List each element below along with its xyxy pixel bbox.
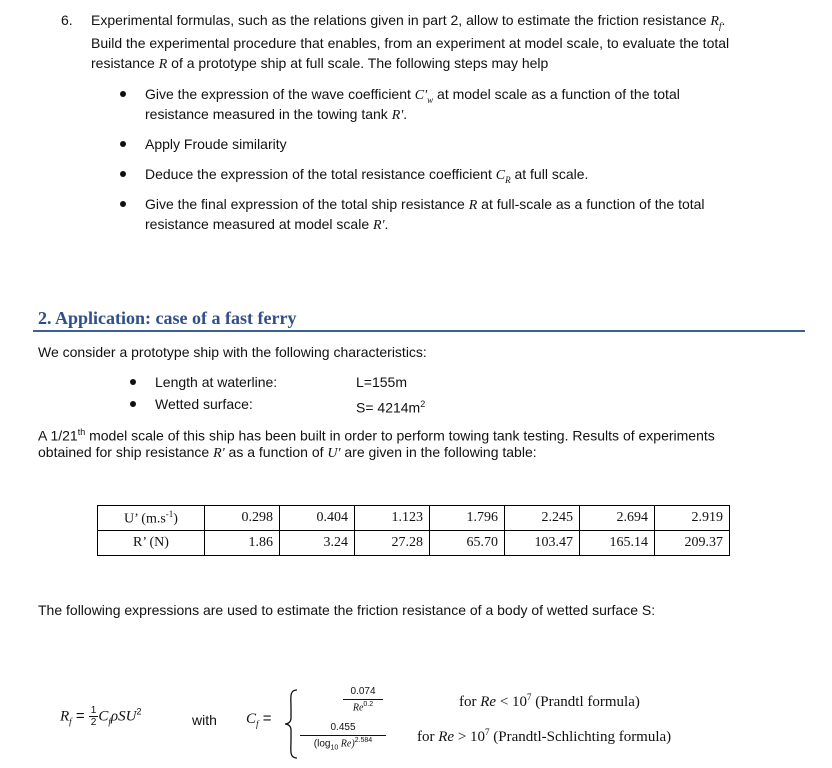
text: (Prandtl-Schlichting formula) bbox=[489, 729, 672, 745]
bullet-3 bbox=[145, 164, 588, 190]
var-re: Re bbox=[438, 729, 455, 745]
table-cell: 165.14 bbox=[580, 531, 655, 556]
text: Experimental formulas, such as the relations given in part 2, allow to estimate the friction resistance bbox=[91, 12, 711, 28]
table-cell: 0.298 bbox=[205, 506, 280, 531]
var-re: Re bbox=[352, 702, 364, 714]
text: U’ (m.s bbox=[124, 511, 166, 527]
table-row bbox=[98, 531, 730, 556]
var-r: R' bbox=[391, 108, 404, 123]
question-line-3 bbox=[91, 53, 548, 75]
case2-fraction bbox=[300, 722, 386, 751]
var-r: R bbox=[60, 708, 70, 725]
table-cell: 209.37 bbox=[655, 531, 730, 556]
text: ) bbox=[173, 511, 178, 527]
text: for bbox=[459, 694, 481, 710]
sup: 7 bbox=[485, 727, 490, 737]
text: > 10 bbox=[454, 729, 486, 745]
sub-f: f bbox=[718, 20, 722, 31]
cf-lhs bbox=[246, 710, 271, 729]
frac-den: 2 bbox=[90, 717, 97, 728]
sup: 2.584 bbox=[354, 737, 373, 744]
text: (log bbox=[313, 738, 331, 750]
text: model scale of this ship has been built in order to perform towing tank testing. Results of experiments bbox=[85, 427, 715, 444]
text: resistance measured in the towing tank bbox=[145, 106, 392, 122]
text: S= 4214m bbox=[356, 399, 421, 416]
bullet-icon bbox=[120, 91, 126, 97]
table-cell: 1.86 bbox=[205, 531, 280, 556]
friction-intro: The following expressions are used to estimate the friction resistance of a body of wetted surface S: bbox=[38, 602, 656, 618]
var-u: U' bbox=[327, 446, 341, 461]
text: at full scale. bbox=[510, 166, 589, 182]
bullet-icon bbox=[120, 201, 126, 207]
bullet-icon bbox=[130, 379, 136, 385]
sup: 2 bbox=[420, 399, 426, 409]
var-r: R bbox=[710, 14, 719, 29]
condition-2 bbox=[417, 727, 671, 746]
text: < 10 bbox=[496, 694, 528, 710]
case1-num: 0.074 bbox=[343, 686, 383, 700]
text: Deduce the expression of the total resistance coefficient bbox=[145, 166, 496, 182]
var-c: C bbox=[246, 711, 257, 727]
table-cell: 2.245 bbox=[505, 506, 580, 531]
sub-r: R bbox=[505, 174, 511, 185]
var-r: R' bbox=[213, 446, 225, 461]
var-c: C' bbox=[414, 88, 428, 103]
fraction-half bbox=[89, 705, 99, 728]
table-cell: 65.70 bbox=[430, 531, 505, 556]
text: at full-scale as a function of the total bbox=[477, 196, 705, 212]
table-cell: 103.47 bbox=[505, 531, 580, 556]
condition-1 bbox=[459, 692, 640, 711]
bullet-1-line-2 bbox=[145, 104, 407, 126]
var-c: C bbox=[495, 168, 506, 183]
sub-f: f bbox=[256, 719, 259, 729]
text: Give the final expression of the total ship resistance bbox=[145, 196, 469, 212]
text: . bbox=[721, 12, 726, 28]
question-number: 6. bbox=[61, 12, 73, 28]
sup: th bbox=[77, 427, 86, 437]
table-cell: 0.404 bbox=[280, 506, 355, 531]
var-r: R' bbox=[373, 218, 385, 233]
text: = bbox=[71, 707, 89, 725]
text: ρSU bbox=[110, 708, 137, 725]
table-row bbox=[98, 506, 730, 531]
question-line-1 bbox=[91, 10, 725, 36]
text: obtained for ship resistance bbox=[38, 444, 214, 460]
with-text: with bbox=[192, 712, 217, 728]
brace-icon bbox=[283, 688, 299, 760]
text: . bbox=[384, 216, 389, 232]
text: as a function of bbox=[224, 444, 328, 460]
bullet-icon bbox=[130, 401, 136, 407]
case1-fraction bbox=[343, 686, 383, 713]
sub-w: w bbox=[427, 94, 434, 105]
rf-formula bbox=[60, 705, 141, 728]
row-label-r: R’ (N) bbox=[98, 531, 205, 556]
var-r: R bbox=[158, 57, 168, 72]
text: are given in the following table: bbox=[340, 444, 537, 460]
table-cell: 2.919 bbox=[655, 506, 730, 531]
sup: 2 bbox=[136, 706, 142, 717]
question-line-2: Build the experimental procedure that enables, from an experiment at model scale, to evaluate the total bbox=[91, 35, 730, 51]
bullet-icon bbox=[120, 171, 126, 177]
text: (Prandtl formula) bbox=[531, 694, 640, 710]
table-cell: 27.28 bbox=[355, 531, 430, 556]
section-intro: We consider a prototype ship with the following characteristics: bbox=[38, 344, 427, 360]
case2-num: 0.455 bbox=[300, 722, 386, 736]
sup: -1 bbox=[165, 508, 174, 519]
table-cell: 1.123 bbox=[355, 506, 430, 531]
model-line-2 bbox=[38, 442, 537, 464]
text: A 1/21 bbox=[38, 427, 78, 444]
row-label-u bbox=[98, 506, 205, 531]
text: for bbox=[417, 729, 439, 745]
sub-f: f bbox=[69, 716, 72, 727]
text: = bbox=[258, 710, 272, 727]
text: resistance measured at model scale bbox=[145, 216, 373, 232]
text: resistance bbox=[91, 55, 159, 71]
sup: 0.2 bbox=[363, 701, 374, 708]
sup: 7 bbox=[527, 692, 532, 702]
table-cell: 2.694 bbox=[580, 506, 655, 531]
data-table bbox=[97, 505, 730, 556]
var-r: R bbox=[468, 198, 478, 213]
section-heading: 2. Application: case of a fast ferry bbox=[38, 308, 297, 328]
sub-f: f bbox=[108, 716, 111, 727]
bullet-4-line-1 bbox=[145, 194, 705, 216]
var-c: C bbox=[98, 708, 109, 725]
text: of a prototype ship at full scale. The following steps may help bbox=[167, 55, 549, 71]
char-label-length: Length at waterline: bbox=[155, 374, 278, 390]
case1-den bbox=[343, 700, 383, 713]
case2-den bbox=[300, 736, 386, 751]
frac-num: 1 bbox=[90, 705, 97, 716]
char-label-surface: Wetted surface: bbox=[155, 396, 253, 412]
var-re: Re) bbox=[338, 738, 355, 750]
bullet-2: Apply Froude similarity bbox=[145, 136, 287, 152]
text: Give the expression of the wave coefficient bbox=[145, 86, 415, 102]
char-value-surface bbox=[356, 394, 425, 418]
bullet-icon bbox=[120, 141, 126, 147]
var-re: Re bbox=[480, 694, 497, 710]
sub: 10 bbox=[330, 744, 339, 752]
heading-rule bbox=[33, 330, 805, 332]
table-cell: 3.24 bbox=[280, 531, 355, 556]
bullet-4-line-2 bbox=[145, 214, 388, 236]
table-cell: 1.796 bbox=[430, 506, 505, 531]
text: . bbox=[403, 106, 408, 122]
char-value-length: L=155m bbox=[356, 374, 407, 390]
text: at model scale as a function of the total bbox=[433, 86, 680, 102]
